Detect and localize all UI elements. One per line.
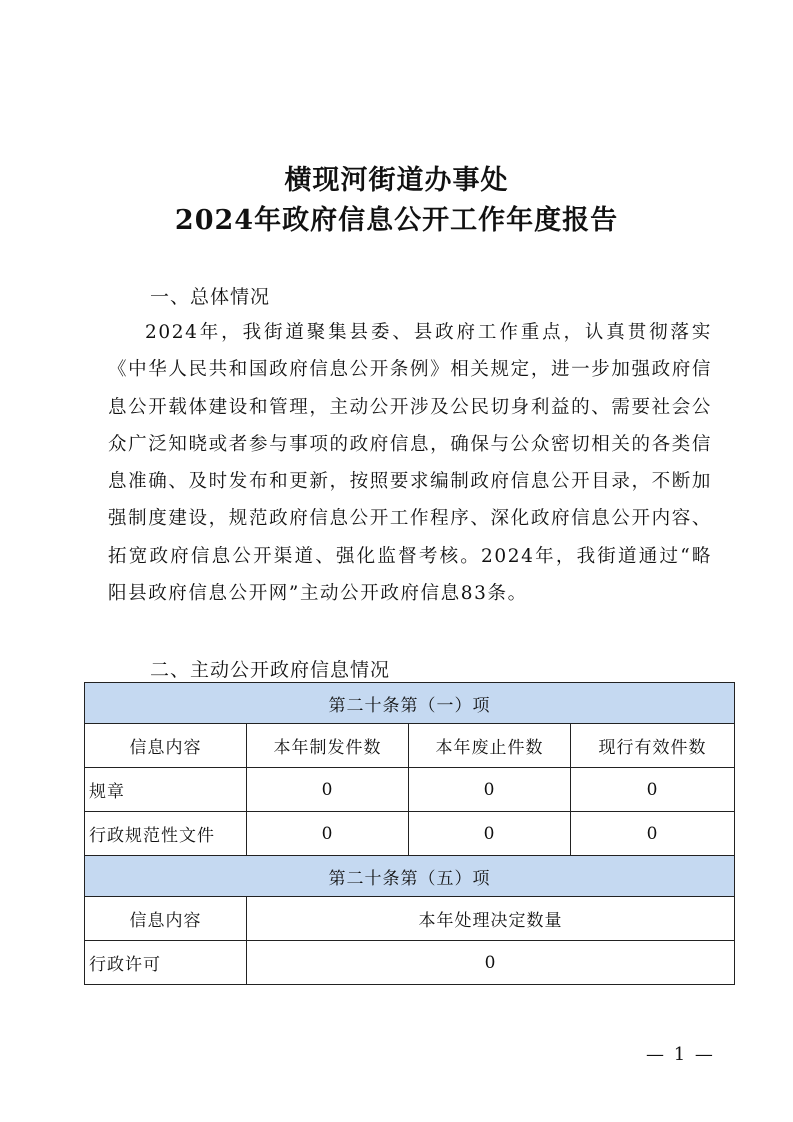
section1-paragraph: 2024年，我街道聚集县委、县政府工作重点，认真贯彻落实《中华人民共和国政府信息公开条例》相关规定，进一步加强政府信息公开载体建设和管理，主动公开涉及公民切身利益的、需要社会公众广泛知晓或者参与事项的政府信息，确保与公众密切相关的各类信息准确、及时发布和更新，按照要求编制政府信息公开目录，不断加强制度建设，规范政府信息公开工作程序、深化政府信息公开内容、拓宽政府信息公开渠道、强化监督考核。2024年，我街道通过“略阳县政府信息公开网”主动公开政府信息83条。 xyxy=(108,322,712,605)
table-row xyxy=(85,768,735,812)
row-label: 规章 xyxy=(85,768,247,812)
report-title-line2: 2024年政府信息公开工作年度报告 xyxy=(174,205,619,236)
report-title-line1: 横现河街道办事处 xyxy=(284,165,509,196)
table-row xyxy=(85,812,735,856)
row-value: 0 xyxy=(571,768,735,812)
row-label: 行政规范性文件 xyxy=(85,812,247,856)
table-band-article20-item1: 第二十条第（一）项 xyxy=(85,683,735,724)
disclosure-table xyxy=(84,682,735,985)
row-value: 0 xyxy=(409,812,571,856)
section1-heading: 一、总体情况 xyxy=(150,286,271,308)
header-repealed-count: 本年废止件数 xyxy=(409,724,571,768)
row-value: 0 xyxy=(409,768,571,812)
table-header-row xyxy=(85,724,735,768)
row-label: 行政许可 xyxy=(85,941,247,985)
header-info-content: 信息内容 xyxy=(85,897,247,941)
page-number: — 1 — xyxy=(646,1044,715,1065)
table-row xyxy=(85,941,735,985)
section2-heading: 二、主动公开政府信息情况 xyxy=(150,659,391,681)
row-value: 0 xyxy=(247,941,735,985)
header-info-content: 信息内容 xyxy=(85,724,247,768)
header-effective-count: 现行有效件数 xyxy=(571,724,735,768)
row-value: 0 xyxy=(247,768,409,812)
header-issued-count: 本年制发件数 xyxy=(247,724,409,768)
table-band-article20-item5: 第二十条第（五）项 xyxy=(85,856,735,897)
table-header-row xyxy=(85,897,735,941)
row-value: 0 xyxy=(571,812,735,856)
row-value: 0 xyxy=(247,812,409,856)
header-decision-count: 本年处理决定数量 xyxy=(247,897,735,941)
